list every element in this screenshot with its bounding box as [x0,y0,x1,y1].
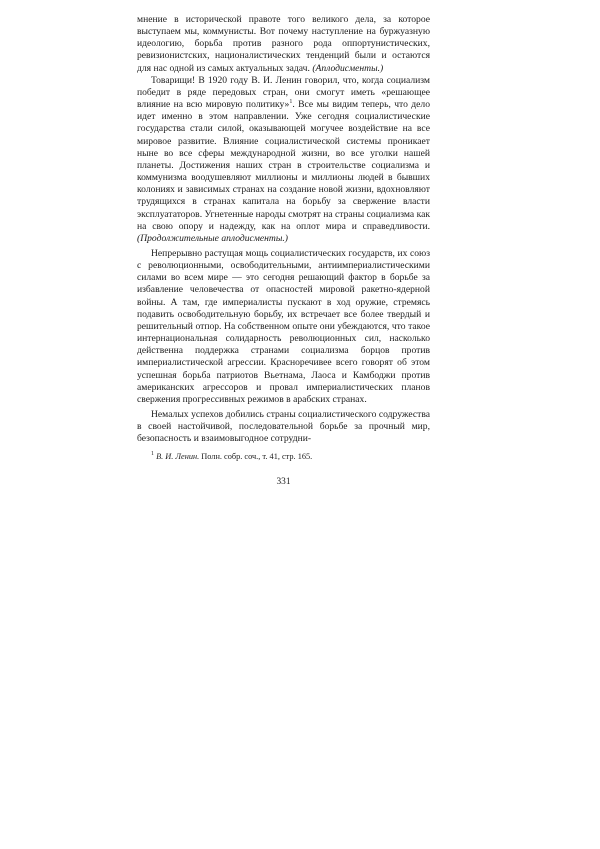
footnote-reference: 1 [289,98,293,105]
paragraph-text: Непрерывно растущая мощь социалистических государств, их союз с революционными, освободительными, антиимпериалистическими силами во всем мире — это сегодня решающий фактор в борьбе за избавление человечества от опасностей мировой ракетно-ядерной войны. А там, где империалисты пускают в ход оружие, стремясь подавить освободительную борьбу, их встречает все более твердый и решительный отпор. На собственном опыте они убеждаются, что такое интернациональная солидарность революционных сил, насколько действенна поддержка странами социализма борцов против империалистической агрессии. Красноречивее всего говорят об этом успешная борьба патриотов Вьетнама, Лаоса и Камбоджи против американских агрессоров и провал империалистических планов свержения прогрессивных режимов в арабских странах. [137,247,430,405]
paragraph-3 [137,248,430,406]
paragraph-2 [137,75,430,245]
page-number: 331 [276,477,291,488]
footnote-source: Полн. собр. соч., т. 41, стр. 165. [201,452,313,462]
paragraph-1 [137,14,430,75]
text-column [137,14,430,489]
applause-note: (Продолжительные аплодисменты.) [137,232,288,244]
paragraph-text-continued: . Все мы видим теперь, что дело идет именно в этом направлении. Уже сегодня социалистические государства стали силой, оказывающей могучее воздействие на все мировое развитие. Влияние социалистической системы проникает ныне во все сферы международной жизни, во все уголки нашей планеты. Достижения наших стран в строительстве социализма и коммунизма воодушевляют миллионы и миллионы людей в бывших колониях и зависимых странах на создание новой жизни, вдохновляют трудящихся в странах капитала на борьбу за свержение власти эксплуататоров. Угнетенные народы смотрят на страны социализма как на свою опору и надежду, как на оплот мира и справедливости. [137,99,430,232]
paragraph-text: мнение в исторической правоте того великого дела, за которое выступаем мы, коммунисты. Вот почему наступление на буржуазную идеологию, борьба против разного рода оппортунистических, ревизионистских, националистических тенденций были и остаются для нас одной из самых актуальных задач. [137,14,430,74]
applause-note: (Аплодисменты.) [312,62,384,74]
footnote-mark: 1 [151,451,154,458]
footnote [137,452,430,462]
paragraph-4 [137,409,430,445]
paragraph-text: Немалых успехов добились страны социалистического содружества в своей настойчивой, последовательной борьбе за прочный мир, безопасность и взаимовыгодное сотрудни- [137,409,430,445]
paragraph-text: Товарищи! В 1920 году В. И. Ленин говорил, что, когда социализм победит в ряде передовых стран, они смогут иметь «решающее влияние на всю мировую политику» [137,74,430,111]
footnote-author: В. И. Ленин. [156,452,200,462]
